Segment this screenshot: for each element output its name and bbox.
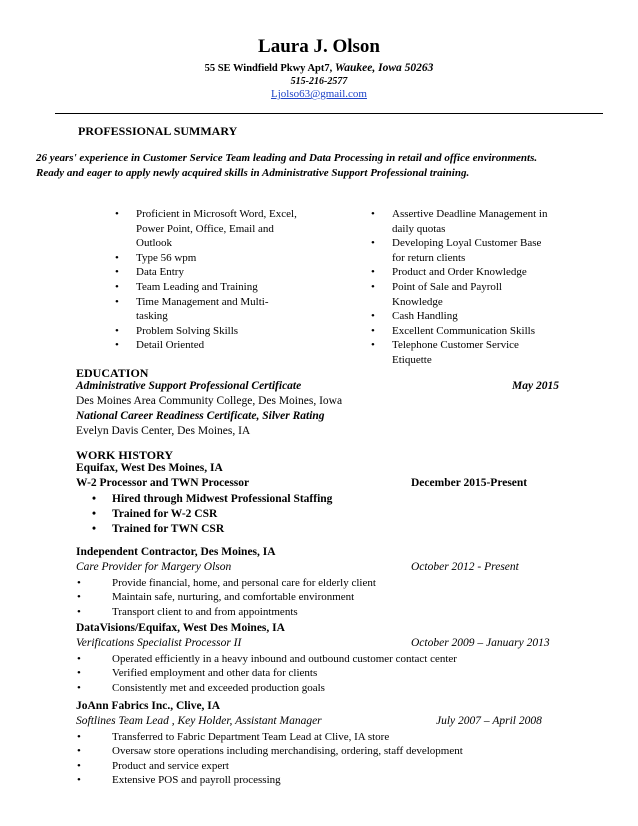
address-street: 55 SE Windfield Pkwy Apt7, bbox=[204, 63, 333, 74]
list-item: • Transport client to and from appointments bbox=[76, 605, 376, 619]
list-item: • Provide financial, home, and personal care for elderly client bbox=[76, 576, 376, 590]
education-cert-1-date: May 2015 bbox=[512, 380, 559, 392]
job-3-title: Verifications Specialist Processor II bbox=[76, 637, 242, 649]
skill-item: • Cash Handling bbox=[365, 309, 585, 324]
candidate-name: Laura J. Olson bbox=[258, 36, 380, 57]
education-school-1: Des Moines Area Community College, Des Moines, Iowa bbox=[76, 395, 343, 407]
list-item: • Extensive POS and payroll processing bbox=[76, 773, 463, 787]
header-divider bbox=[55, 113, 603, 114]
education-school-2: Evelyn Davis Center, Des Moines, IA bbox=[76, 425, 251, 437]
job-2-bullets bbox=[76, 576, 376, 619]
education-cert-1: Administrative Support Professional Certificate bbox=[76, 380, 302, 392]
job-1-bullets bbox=[76, 492, 332, 537]
job-4-company: JoAnn Fabrics Inc., Clive, IA bbox=[76, 700, 221, 712]
skill-item: • Product and Order Knowledge bbox=[365, 265, 585, 280]
job-3-bullets bbox=[76, 652, 457, 695]
skill-item: • Assertive Deadline Management in daily quotas bbox=[365, 207, 585, 236]
list-item: • Maintain safe, nurturing, and comfortable environment bbox=[76, 590, 376, 604]
skill-item: • Developing Loyal Customer Base for return clients bbox=[365, 236, 585, 265]
skill-item: • Proficient in Microsoft Word, Excel, Power Point, Office, Email and Outlook bbox=[109, 207, 329, 251]
job-2-title: Care Provider for Margery Olson bbox=[76, 561, 232, 573]
list-item: • Hired through Midwest Professional Staffing bbox=[76, 492, 332, 507]
job-1-dates: December 2015-Present bbox=[411, 477, 528, 489]
skill-item: • Excellent Communication Skills bbox=[365, 324, 585, 339]
job-3-dates: October 2009 – January 2013 bbox=[411, 637, 550, 649]
skills-list-right bbox=[365, 207, 585, 368]
skill-item: • Problem Solving Skills bbox=[109, 324, 329, 339]
list-item: • Transferred to Fabric Department Team Lead at Clive, IA store bbox=[76, 730, 463, 744]
education-cert-2: National Career Readiness Certificate, Silver Rating bbox=[76, 410, 325, 422]
email-link[interactable]: Ljolso63@gmail.com bbox=[271, 88, 367, 100]
job-2-dates: October 2012 - Present bbox=[411, 561, 519, 573]
skill-item: • Team Leading and Training bbox=[109, 280, 329, 295]
job-3-company: DataVisions/Equifax, West Des Moines, IA bbox=[76, 622, 285, 634]
job-2-company: Independent Contractor, Des Moines, IA bbox=[76, 546, 276, 558]
education-heading: EDUCATION bbox=[76, 366, 149, 380]
skill-item: • Detail Oriented bbox=[109, 338, 329, 353]
summary-heading: PROFESSIONAL SUMMARY bbox=[78, 124, 238, 138]
list-item: • Product and service expert bbox=[76, 759, 463, 773]
phone-number: 515-216-2577 bbox=[290, 76, 348, 87]
list-item: • Trained for W-2 CSR bbox=[76, 507, 332, 522]
job-4-title: Softlines Team Lead , Key Holder, Assistant Manager bbox=[76, 715, 322, 727]
job-1-company: Equifax, West Des Moines, IA bbox=[76, 462, 223, 474]
address bbox=[0, 62, 638, 74]
skill-item: • Time Management and Multi- tasking bbox=[109, 295, 329, 324]
summary-text bbox=[36, 151, 537, 181]
skill-item: • Point of Sale and Payroll Knowledge bbox=[365, 280, 585, 309]
job-1-title: W-2 Processor and TWN Processor bbox=[76, 477, 250, 489]
summary-line-1: 26 years' experience in Customer Service Team leading and Data Processing in retail and office environments. bbox=[36, 152, 538, 164]
address-city: Waukee, Iowa 50263 bbox=[334, 62, 434, 74]
skills-list-left bbox=[109, 207, 329, 353]
list-item: • Consistently met and exceeded production goals bbox=[76, 681, 457, 695]
summary-line-2: Ready and eager to apply newly acquired skills in Administrative Support Professional training. bbox=[36, 167, 470, 179]
list-item: • Verified employment and other data for clients bbox=[76, 666, 457, 680]
skill-item: • Type 56 wpm bbox=[109, 251, 329, 266]
list-item: • Operated efficiently in a heavy inbound and outbound customer contact center bbox=[76, 652, 457, 666]
job-4-dates: July 2007 – April 2008 bbox=[436, 715, 542, 727]
job-4-bullets bbox=[76, 730, 463, 788]
list-item: • Trained for TWN CSR bbox=[76, 522, 332, 537]
work-history-heading: WORK HISTORY bbox=[76, 448, 174, 462]
skill-item: • Telephone Customer Service Etiquette bbox=[365, 338, 585, 367]
list-item: • Oversaw store operations including merchandising, ordering, staff development bbox=[76, 744, 463, 758]
skill-item: • Data Entry bbox=[109, 265, 329, 280]
